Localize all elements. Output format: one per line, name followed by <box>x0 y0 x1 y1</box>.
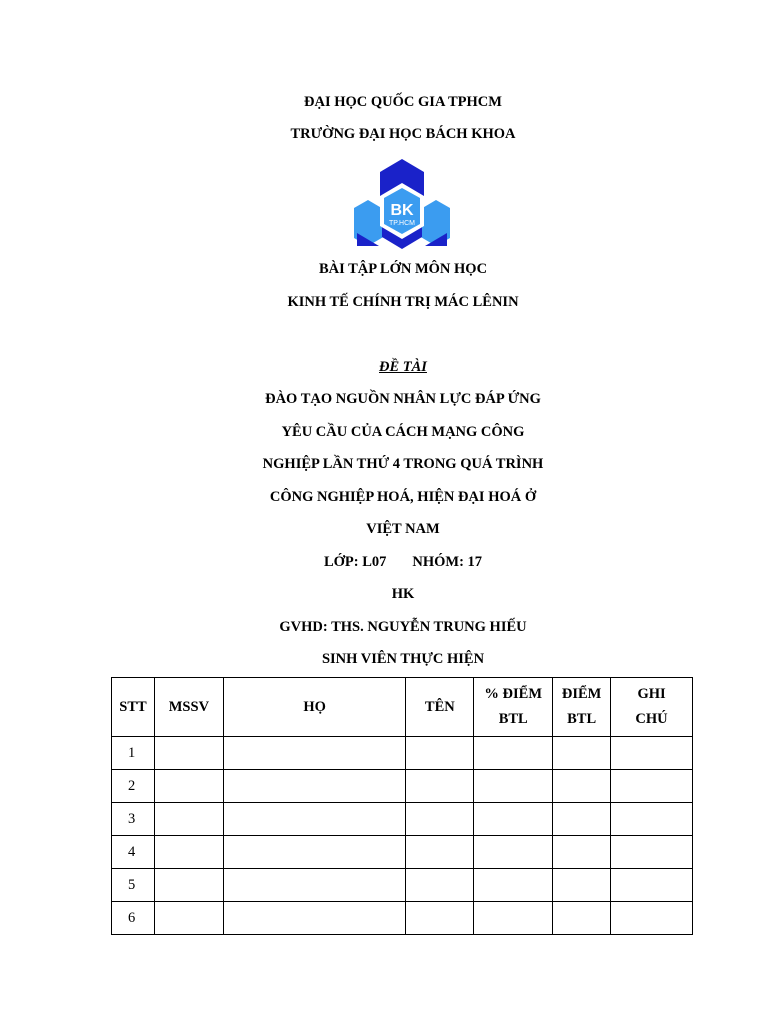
cell-percent <box>474 869 553 902</box>
cell-score <box>553 869 611 902</box>
header-note-line-1: GHI <box>637 686 666 702</box>
header-ho: HỌ <box>223 678 406 737</box>
logo-bk-text: BK <box>390 202 414 219</box>
header-stt: STT <box>112 678 155 737</box>
cell-percent <box>474 836 553 869</box>
cell-ho <box>223 737 406 770</box>
cell-ho <box>223 803 406 836</box>
cell-mssv <box>154 869 223 902</box>
cell-mssv <box>154 770 223 803</box>
instructor-label: GVHD: THS. NGUYỄN TRUNG HIẾU <box>279 619 527 635</box>
course-name: KINH TẾ CHÍNH TRỊ MÁC LÊNIN <box>287 294 519 310</box>
bk-logo <box>354 157 450 249</box>
header-score-line-1: ĐIỂM <box>561 686 602 702</box>
class-label: LỚP: L07 <box>323 554 387 570</box>
cell-ho <box>223 770 406 803</box>
cell-mssv <box>154 803 223 836</box>
cell-score <box>553 836 611 869</box>
class-group-line <box>0 553 768 571</box>
cell-ho <box>223 836 406 869</box>
table-row <box>112 836 693 869</box>
table-header-row <box>112 678 693 737</box>
cell-percent <box>474 803 553 836</box>
cell-mssv <box>154 737 223 770</box>
header-mssv: MSSV <box>154 678 223 737</box>
cell-percent <box>474 737 553 770</box>
cell-mssv <box>154 902 223 935</box>
row-number: 2 <box>112 770 155 803</box>
cell-note <box>611 869 693 902</box>
university-name: ĐẠI HỌC QUỐC GIA TPHCM <box>304 94 502 110</box>
header-note-line-2: CHÚ <box>635 711 668 727</box>
cell-ho <box>223 902 406 935</box>
cell-score <box>553 770 611 803</box>
topic-line-1: ĐÀO TẠO NGUỒN NHÂN LỰC ĐÁP ỨNG <box>265 391 541 407</box>
header-score-line-2: BTL <box>567 711 597 727</box>
cell-score <box>553 902 611 935</box>
header-percent-line-2: BTL <box>498 711 528 727</box>
cell-ten <box>406 737 474 770</box>
cell-ten <box>406 803 474 836</box>
header-ten: TÊN <box>406 678 474 737</box>
logo-city-text: TP.HCM <box>389 220 415 227</box>
table-row <box>112 869 693 902</box>
semester-label: HK <box>391 586 415 602</box>
cell-note <box>611 770 693 803</box>
header-score <box>553 678 611 737</box>
cell-percent <box>474 770 553 803</box>
topic-line-3: NGHIỆP LẦN THỨ 4 TRONG QUÁ TRÌNH <box>262 456 544 472</box>
topic-line-5: VIỆT NAM <box>366 521 440 537</box>
cell-ten <box>406 902 474 935</box>
cell-note <box>611 902 693 935</box>
cell-ten <box>406 869 474 902</box>
cell-mssv <box>154 836 223 869</box>
cell-note <box>611 803 693 836</box>
students-table <box>111 677 693 935</box>
cell-percent <box>474 902 553 935</box>
topic-line-2: YÊU CẦU CỦA CÁCH MẠNG CÔNG <box>281 424 525 440</box>
school-name: TRƯỜNG ĐẠI HỌC BÁCH KHOA <box>290 126 516 142</box>
table-row <box>112 803 693 836</box>
topic-label-text: ĐỀ TÀI <box>379 359 427 375</box>
table-row <box>112 770 693 803</box>
row-number: 4 <box>112 836 155 869</box>
cell-note <box>611 737 693 770</box>
topic-line-4: CÔNG NGHIỆP HOÁ, HIỆN ĐẠI HOÁ Ở <box>269 489 537 505</box>
header-percent-score <box>474 678 553 737</box>
table-row <box>112 737 693 770</box>
cell-ho <box>223 869 406 902</box>
cell-score <box>553 803 611 836</box>
cell-ten <box>406 836 474 869</box>
row-number: 3 <box>112 803 155 836</box>
course-title: BÀI TẬP LỚN MÔN HỌC <box>318 261 488 277</box>
topic-label <box>0 358 768 376</box>
row-number: 6 <box>112 902 155 935</box>
cell-ten <box>406 770 474 803</box>
table-row <box>112 902 693 935</box>
header-note <box>611 678 693 737</box>
cell-note <box>611 836 693 869</box>
header-percent-line-1: % ĐIỂM <box>484 686 543 702</box>
cell-score <box>553 737 611 770</box>
row-number: 5 <box>112 869 155 902</box>
row-number: 1 <box>112 737 155 770</box>
students-heading: SINH VIÊN THỰC HIỆN <box>321 651 485 667</box>
group-label: NHÓM: 17 <box>412 554 483 570</box>
